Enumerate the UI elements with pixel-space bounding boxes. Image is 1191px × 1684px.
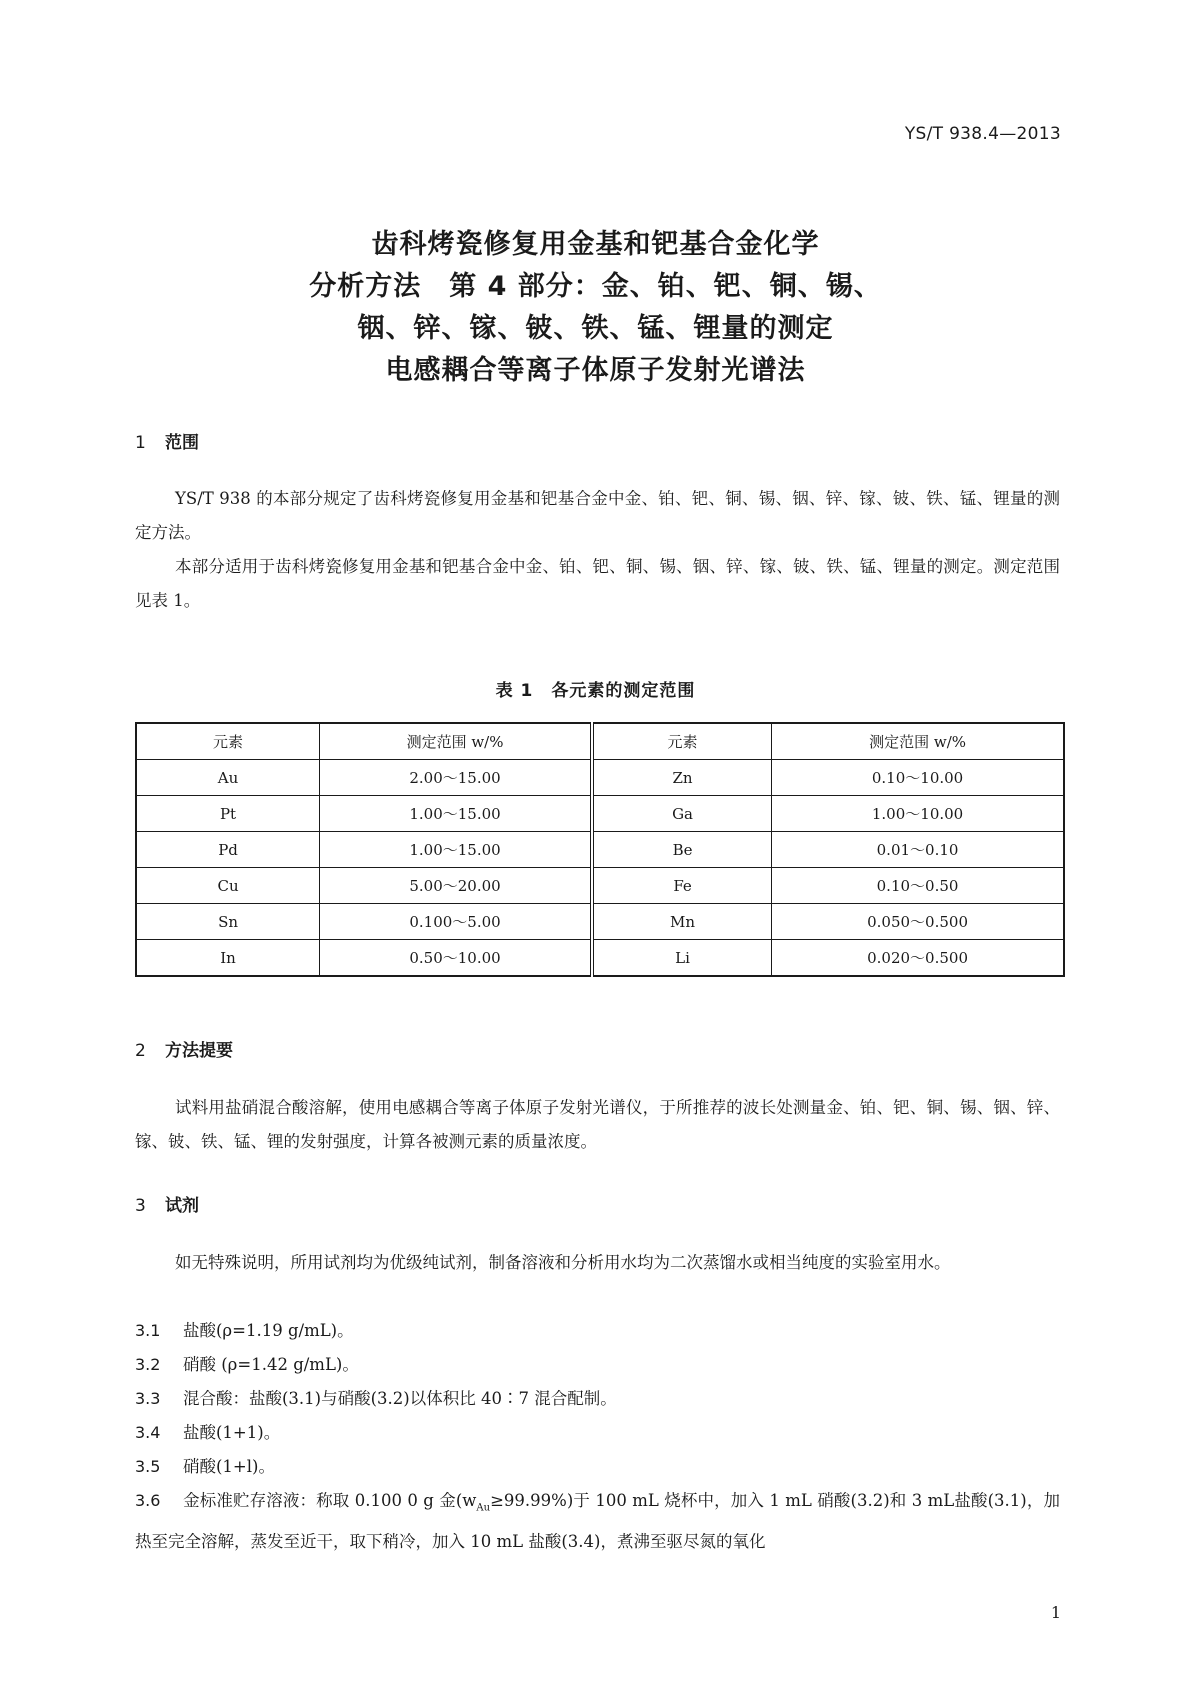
table-row: [136, 796, 1064, 832]
reagent-text: 金标准贮存溶液：称取 0.100 0 g 金(w: [183, 1491, 477, 1510]
table-cell: Fe: [592, 868, 772, 904]
table-cell: Pt: [136, 796, 320, 832]
reagent-text: 盐酸(ρ=1.19 g/mL)。: [183, 1321, 354, 1340]
table-caption: 表 1 各元素的测定范围: [495, 681, 696, 701]
section-title: 试剂: [165, 1196, 199, 1216]
section-number: 2: [135, 1041, 146, 1061]
table-cell: Ga: [592, 796, 772, 832]
table-cell: 1.00～15.00: [320, 832, 592, 868]
title-line: 铟、锌、镓、铍、铁、锰、锂量的测定: [357, 313, 834, 344]
section-number: 3: [135, 1196, 146, 1216]
reagent-number: 3.6: [135, 1491, 161, 1510]
reagent-text: 混合酸：盐酸(3.1)与硝酸(3.2)以体积比 40∶7 混合配制。: [183, 1389, 617, 1408]
table-cell: Li: [592, 940, 772, 977]
table-cell: Au: [136, 760, 320, 796]
table-header-cell: 元素: [592, 723, 772, 760]
table-cell: 0.10～10.00: [772, 760, 1064, 796]
section-number: 1: [135, 433, 146, 453]
table-cell: 2.00～15.00: [320, 760, 592, 796]
table-cell: Sn: [136, 904, 320, 940]
table-header-cell: 元素: [136, 723, 320, 760]
reagent-item: [135, 1450, 1060, 1484]
section-heading-scope: [135, 428, 199, 453]
page-number: 1: [1050, 1603, 1061, 1622]
reagent-text: 硝酸(1+l)。: [183, 1457, 275, 1476]
reagent-number: 3.3: [135, 1389, 161, 1408]
scope-paragraph-2: 本部分适用于齿科烤瓷修复用金基和钯基合金中金、铂、钯、铜、锡、铟、锌、镓、铍、铁、锰、锂量的测定。测定范围见表 1。: [135, 557, 1060, 610]
table-header-cell: 测定范围 w/%: [320, 723, 592, 760]
reagent-text: 盐酸(1+1)。: [183, 1423, 281, 1442]
reagent-item-gold-stock: [135, 1484, 1060, 1559]
reagent-item: [135, 1348, 1060, 1382]
table-cell: 1.00～10.00: [772, 796, 1064, 832]
table-cell: 0.01～0.10: [772, 832, 1064, 868]
title-line: 电感耦合等离子体原子发射光谱法: [385, 355, 806, 386]
reagent-item: [135, 1382, 1060, 1416]
scope-paragraph-1: YS/T 938 的本部分规定了齿科烤瓷修复用金基和钯基合金中金、铂、钯、铜、锡、铟、锌、镓、铍、铁、锰、锂量的测定方法。: [135, 489, 1060, 542]
table-row: [136, 940, 1064, 977]
table-row: [136, 868, 1064, 904]
table-cell: Zn: [592, 760, 772, 796]
table-header-row: [136, 723, 1064, 760]
table-cell: 0.020～0.500: [772, 940, 1064, 977]
reagents-paragraph: 如无特殊说明，所用试剂均为优级纯试剂，制备溶液和分析用水均为二次蒸馏水或相当纯度的实验室用水。: [175, 1253, 951, 1272]
reagent-item: [135, 1416, 1060, 1450]
reagent-number: 3.4: [135, 1423, 161, 1442]
reagent-text: ≥99.99%)于 100 mL 烧杯中，加入 1 mL 硝酸(3.2)和 3 mL盐酸(3.1)，加热至完全溶解，蒸发至近干，取下稍冷，加入 10 mL 盐酸(3.4)，煮沸至驱尽氮的氧化: [135, 1491, 1060, 1552]
table-row: [136, 904, 1064, 940]
table-cell: Be: [592, 832, 772, 868]
table-cell: In: [136, 940, 320, 977]
title-line: 齿科烤瓷修复用金基和钯基合金化学: [371, 229, 820, 260]
reagent-number: 3.2: [135, 1355, 161, 1374]
section-title: 范围: [165, 433, 199, 453]
reagent-text: 硝酸 (ρ=1.42 g/mL)。: [183, 1355, 359, 1374]
table-row: [136, 832, 1064, 868]
range-table: [135, 722, 1065, 977]
table-row: [136, 760, 1064, 796]
reagent-item: [135, 1314, 1060, 1348]
reagent-number: 3.1: [135, 1321, 161, 1340]
table-cell: 1.00～15.00: [320, 796, 592, 832]
standard-code: YS/T 938.4—2013: [904, 124, 1061, 144]
title-line: 分析方法 第 4 部分：金、铂、钯、铜、锡、: [309, 271, 882, 302]
table-cell: 0.050～0.500: [772, 904, 1064, 940]
reagent-number: 3.5: [135, 1457, 161, 1476]
table-cell: Mn: [592, 904, 772, 940]
table-cell: Pd: [136, 832, 320, 868]
table-cell: 5.00～20.00: [320, 868, 592, 904]
table-cell: 0.10～0.50: [772, 868, 1064, 904]
principle-paragraph: 试料用盐硝混合酸溶解，使用电感耦合等离子体原子发射光谱仪，于所推荐的波长处测量金、铂、钯、铜、锡、铟、锌、镓、铍、铁、锰、锂的发射强度，计算各被测元素的质量浓度。: [135, 1098, 1060, 1151]
section-heading-reagents: [135, 1191, 199, 1216]
table-cell: 0.50～10.00: [320, 940, 592, 977]
section-title: 方法提要: [165, 1041, 233, 1061]
table-cell: Cu: [136, 868, 320, 904]
table-cell: 0.100～5.00: [320, 904, 592, 940]
document-title: [0, 224, 1191, 392]
table-header-cell: 测定范围 w/%: [772, 723, 1064, 760]
subscript-au: Au: [476, 1502, 491, 1514]
section-heading-principle: [135, 1036, 233, 1061]
